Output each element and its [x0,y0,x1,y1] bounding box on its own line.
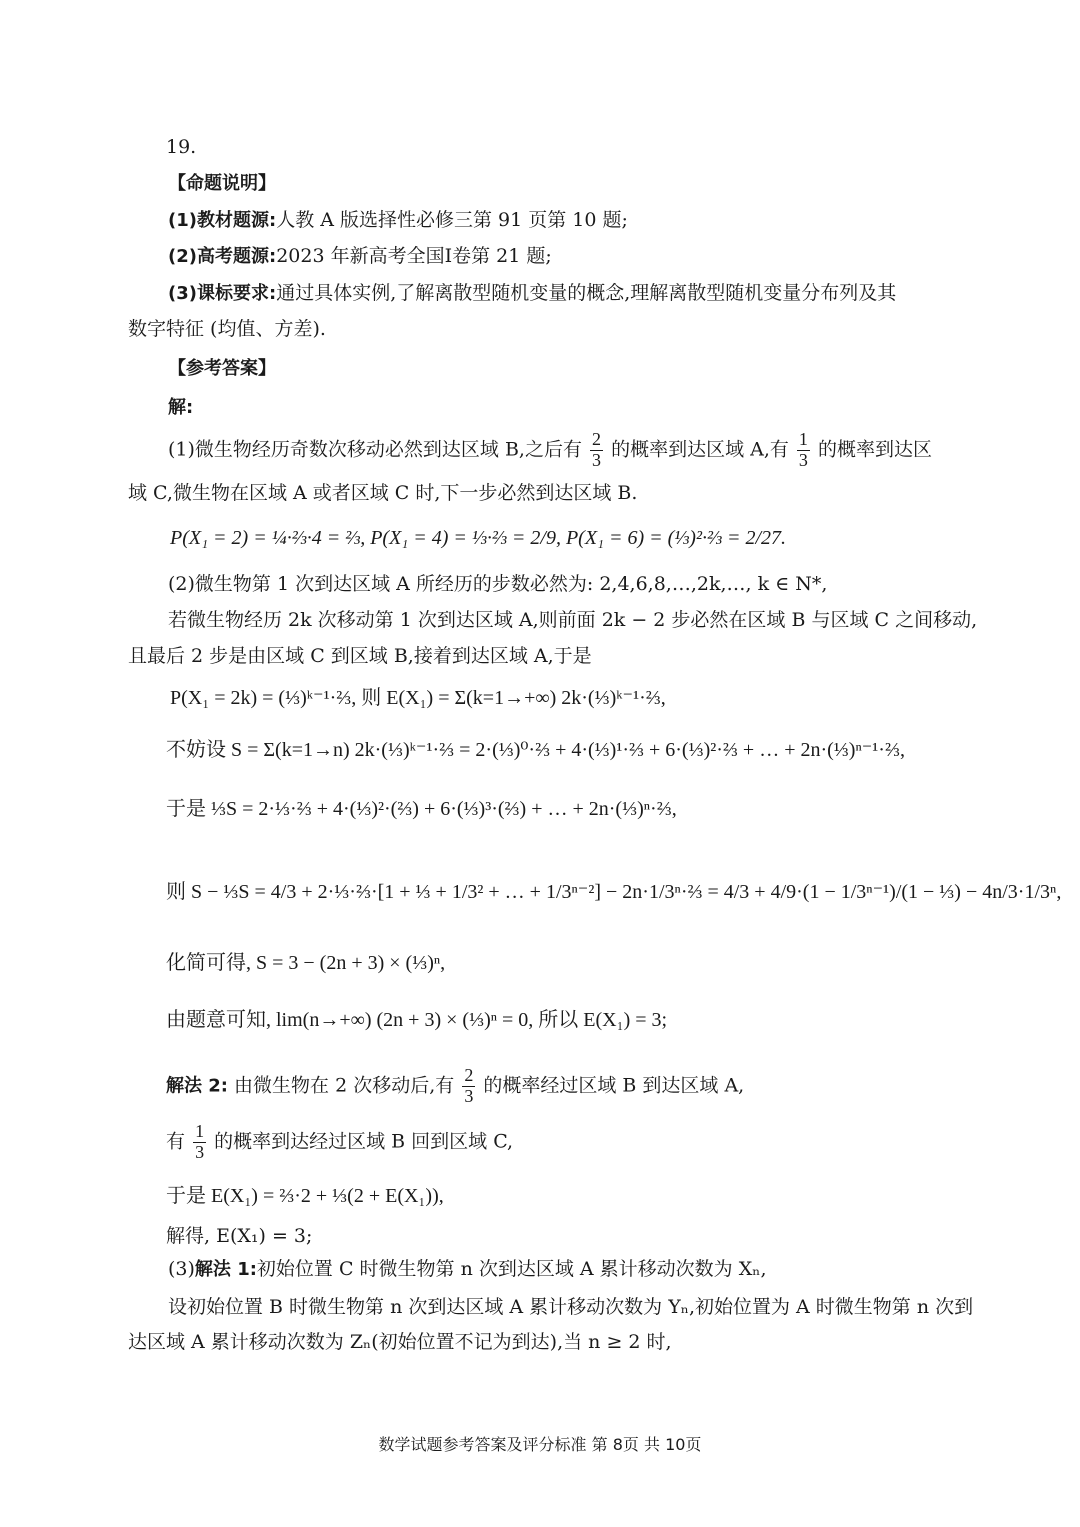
method2-result: 解得, E(X₁) = 3; [166,1225,313,1247]
method2-text-a: 由微生物在 2 次移动后,有 [234,1074,455,1097]
proposition-item-1 [168,209,628,232]
proposition-text: 2023 年新高考全国I卷第 21 题; [276,245,552,267]
part2-formula-3: 于是 ⅓S = 2·⅓·⅔ + 4·(⅓)²·(⅔) + 6·(⅓)³·(⅔) + … + 2n·(⅓)ⁿ·⅔, [166,798,677,820]
proposition-item-3 [168,282,896,305]
part2-formula-4: 则 S − ⅓S = 4/3 + 2·⅓·⅔·[1 + ⅓ + 1/3² + … + 1/3ⁿ⁻²] − 2n·1/3ⁿ·⅔ = 4/3 + 4/9·(1 − 1/3ⁿ⁻¹)/(1 − ⅓) − 4n/3·1/3ⁿ, [166,881,1062,903]
part2-formula-1: P(X₁ = 2k) = (⅓)ᵏ⁻¹·⅔, 则 E(X₁) = Σ(k=1→+∞) 2k·(⅓)ᵏ⁻¹·⅔, [170,687,666,709]
part1-probabilities: P(X₁ = 2) = ¼·⅔·4 = ⅔, P(X₁ = 4) = ⅓·⅔ = 2/9, P(X₁ = 6) = (⅓)²·⅔ = 2/27. [170,527,787,549]
problem-number: 19. [166,136,197,158]
part1-text-b: 的概率到达区域 A,有 [611,438,789,461]
method2-label: 解法 2: [166,1075,228,1097]
part2-line3: 且最后 2 步是由区域 C 到区域 B,接着到达区域 A,于是 [128,645,592,667]
part1-text-c: 的概率到达区 [817,438,932,461]
method2-text-c: 有 [166,1130,186,1153]
proposition-item-3-cont: 数字特征 (均值、方差). [128,318,326,340]
fraction-two-thirds: $\frac{2}{3}$ [592,429,602,470]
method2-equation: 于是 E(X₁) = ⅔·2 + ⅓(2 + E(X₁)), [166,1185,444,1207]
part2-formula-2: 不妨设 S = Σ(k=1→n) 2k·(⅓)ᵏ⁻¹·⅔ = 2·(⅓)⁰·⅔ + 4·(⅓)¹·⅔ + 6·(⅓)²·⅔ + … + 2n·(⅓)ⁿ⁻¹·⅔, [166,739,905,761]
part3-line2: 设初始位置 B 时微生物第 n 次到达区域 A 累计移动次数为 Yₙ,初始位置为 A 时微生物第 n 次到 [168,1296,974,1318]
proposition-label: (3)课标要求: [168,283,277,304]
proposition-label: (2)高考题源: [168,246,277,267]
proposition-item-2 [168,245,552,268]
part1-line2: 域 C,微生物在区域 A 或者区域 C 时,下一步必然到达区域 B. [128,482,638,504]
part3-line3: 达区域 A 累计移动次数为 Zₙ(初始位置不记为到达),当 n ≥ 2 时, [128,1331,672,1353]
part2-line1: (2)微生物第 1 次到达区域 A 所经历的步数必然为: 2,4,6,8,…,2k,…, k ∈ N*, [168,573,828,595]
part1-text-a: (1)微生物经历奇数次移动必然到达区域 B,之后有 [168,438,582,461]
fraction-one-third: $\frac{1}{3}$ [798,429,808,470]
proposition-text: 通过具体实例,了解离散型随机变量的概念,理解离散型随机变量分布列及其 [276,282,897,304]
fraction-two-thirds: $\frac{2}{3}$ [464,1065,474,1106]
part3-label: 解法 1: [194,1259,257,1280]
part2-limit: 由题意可知, lim(n→+∞) (2n + 3) × (⅓)ⁿ = 0, 所以 E(X₁) = 3; [166,1009,668,1031]
method2-line2 [166,1122,513,1163]
part1-line1 [168,430,932,471]
method2-line1 [166,1066,744,1107]
fraction-one-third: $\frac{1}{3}$ [195,1121,205,1162]
answer-header: 【参考答案】 [168,358,276,379]
part3-prefix: (3) [168,1258,195,1280]
page-footer: 数学试题参考答案及评分标准 第 8页 共 10页 [378,1435,702,1454]
part2-simplify: 化简可得, S = 3 − (2n + 3) × (⅓)ⁿ, [166,952,446,974]
part2-line2: 若微生物经历 2k 次移动第 1 次到达区域 A,则前面 2k − 2 步必然在区域 B 与区域 C 之间移动, [168,609,978,631]
proposition-label: (1)教材题源: [168,210,277,231]
part3-text: 初始位置 C 时微生物第 n 次到达区域 A 累计移动次数为 Xₙ, [256,1258,767,1280]
proposition-header: 【命题说明】 [168,173,276,194]
solution-label: 解: [168,397,194,418]
method2-text-b: 的概率经过区域 B 到达区域 A, [483,1074,745,1097]
proposition-text: 人教 A 版选择性必修三第 91 页第 10 题; [276,209,628,231]
method2-text-d: 的概率到达经过区域 B 回到区域 C, [214,1130,514,1153]
part3-line1 [168,1258,766,1281]
